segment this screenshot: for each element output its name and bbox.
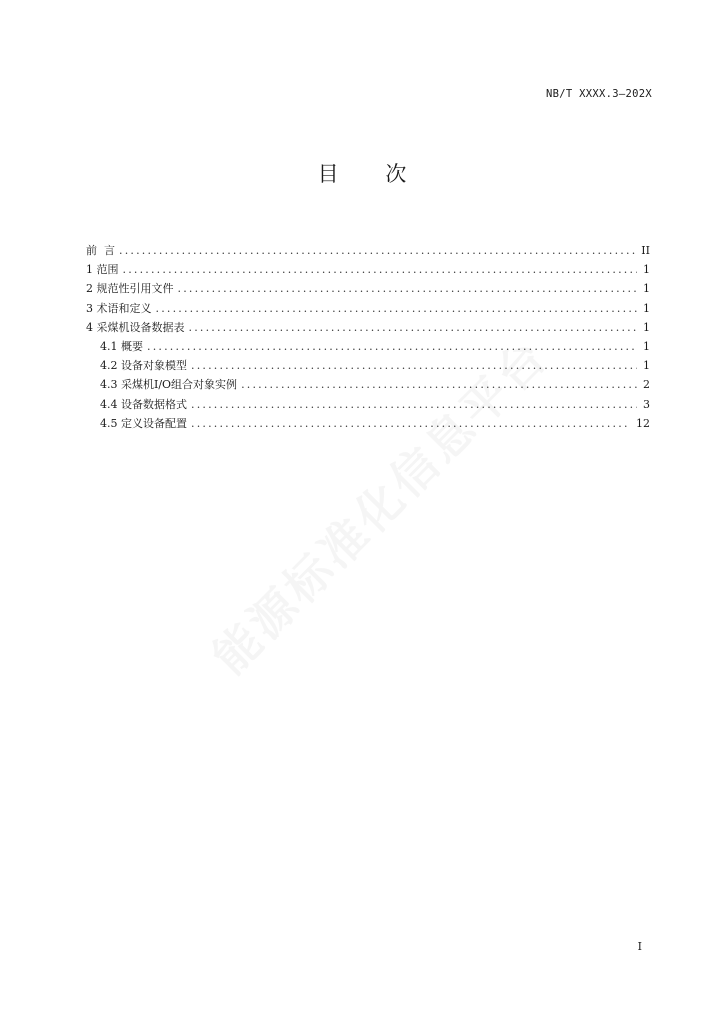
toc-entry-page: 1 — [643, 339, 650, 353]
toc-entry-label: 1 范围 — [86, 263, 119, 277]
table-of-contents — [86, 241, 650, 433]
toc-entry-label: 4.5 定义设备配置 — [100, 416, 187, 430]
toc-leader-dots — [147, 337, 637, 356]
toc-entry-object-model[interactable] — [86, 356, 650, 375]
toc-leader-dots — [241, 375, 637, 394]
page-number: I — [637, 940, 642, 953]
toc-entry-label: 4.2 设备对象模型 — [100, 359, 187, 373]
toc-entry-foreword[interactable] — [86, 241, 650, 260]
toc-entry-page: 12 — [636, 416, 650, 430]
toc-title: 目 次 — [317, 162, 427, 186]
toc-leader-dots — [178, 279, 638, 298]
toc-entry-label: 3 术语和定义 — [86, 301, 152, 315]
toc-entry-label: 前 言 — [86, 244, 115, 257]
toc-entry-device-configuration[interactable] — [86, 414, 650, 433]
watermark: 能源标准化信息平台 — [202, 328, 559, 685]
toc-entry-page: 1 — [643, 263, 650, 277]
toc-entry-page: 1 — [643, 359, 650, 373]
toc-entry-terms-definitions[interactable] — [86, 299, 650, 318]
toc-leader-dots — [189, 318, 638, 337]
toc-entry-normative-references[interactable] — [86, 279, 650, 298]
toc-leader-dots — [191, 395, 637, 414]
toc-leader-dots — [156, 299, 638, 318]
toc-leader-dots — [191, 356, 637, 375]
toc-leader-dots — [119, 241, 635, 260]
toc-entry-scope[interactable] — [86, 260, 650, 279]
standard-code: NB/T XXXX.3—202X — [546, 88, 652, 100]
toc-entry-label: 4.1 概要 — [100, 339, 143, 353]
toc-leader-dots — [123, 260, 638, 279]
toc-entry-label: 4.4 设备数据格式 — [100, 397, 187, 411]
toc-entry-page: 1 — [643, 282, 650, 296]
toc-entry-io-assembly[interactable] — [86, 375, 650, 394]
toc-entry-shearer-data-sheet[interactable] — [86, 318, 650, 337]
toc-entry-page: 1 — [643, 301, 650, 315]
toc-entry-page: II — [641, 244, 650, 257]
toc-entry-page: 2 — [643, 378, 650, 392]
toc-entry-label: 4 采煤机设备数据表 — [86, 320, 185, 334]
toc-entry-overview[interactable] — [86, 337, 650, 356]
toc-entry-data-format[interactable] — [86, 395, 650, 414]
toc-entry-page: 3 — [643, 397, 650, 411]
toc-entry-label: 4.3 采煤机I/O组合对象实例 — [100, 378, 238, 392]
toc-entry-page: 1 — [643, 320, 650, 334]
toc-entry-label: 2 规范性引用文件 — [86, 282, 174, 296]
